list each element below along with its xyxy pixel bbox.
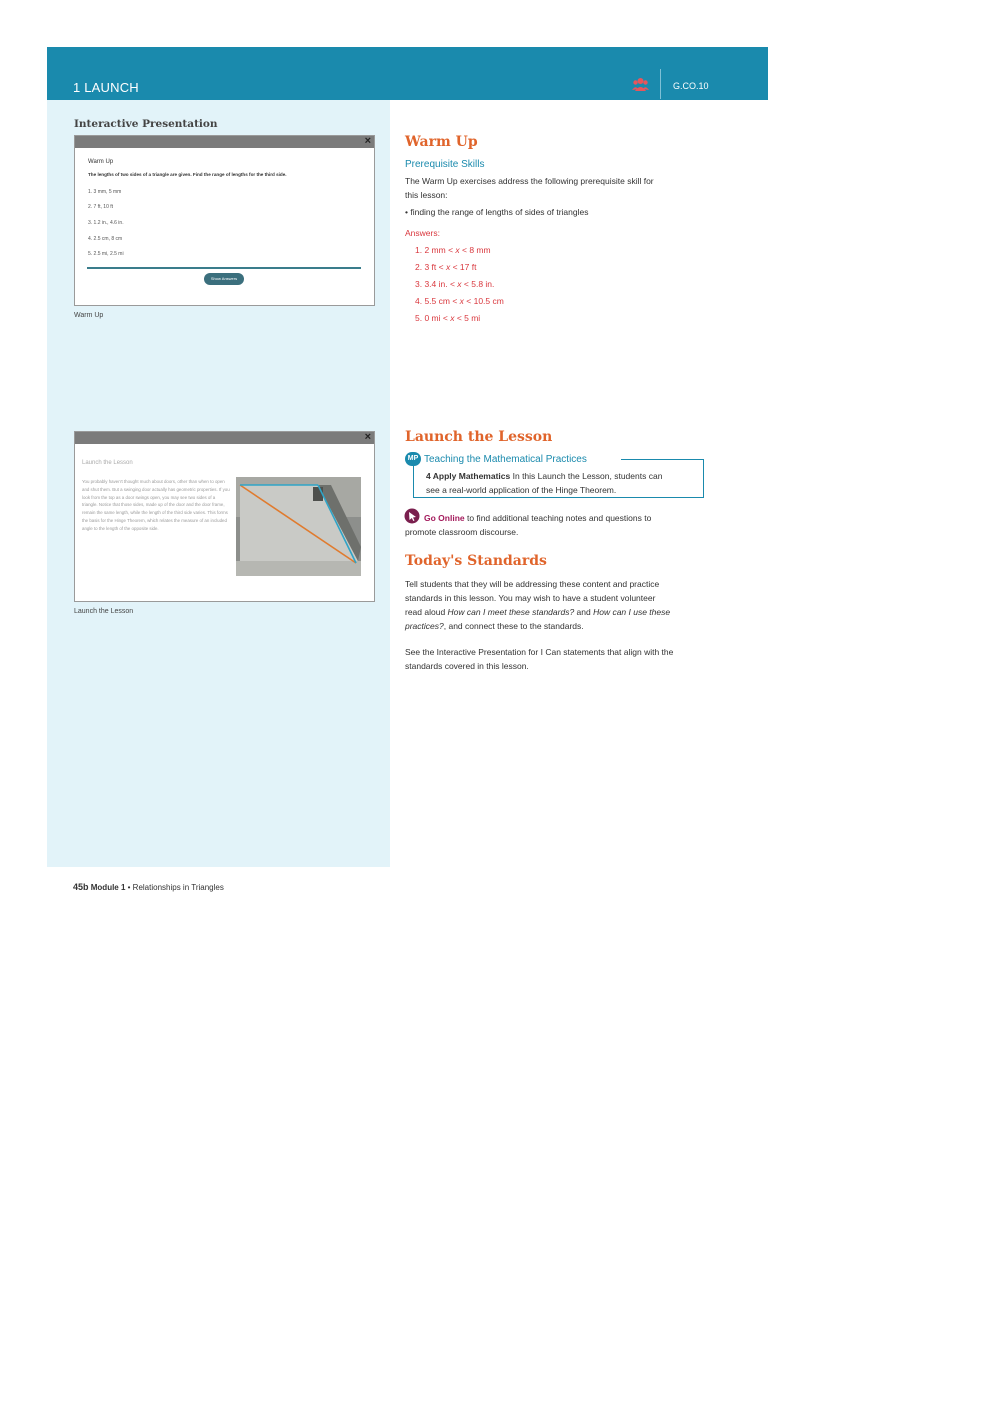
divider	[87, 267, 361, 269]
page-header	[47, 47, 768, 100]
door-photo	[236, 477, 361, 576]
answer-line: 1. 2 mm < x < 8 mm	[415, 245, 491, 255]
standards-text-line: Tell students that they will be addressing these content and practice	[405, 579, 660, 589]
launch-shot-title: Launch the Lesson	[82, 460, 133, 466]
standards-text-line: standards in this lesson. You may wish to have a student volunteer	[405, 593, 656, 603]
answer-line: 5. 0 mi < x < 5 mi	[415, 313, 481, 323]
cursor-click-icon	[404, 508, 420, 524]
screenshot-titlebar	[75, 432, 374, 444]
page-number: 45b	[73, 882, 89, 892]
warmup-shot-prompt: The lengths of two sides of a triangle are given. Find the range of lengths for the third side.	[88, 172, 287, 177]
sidebar-heading: Interactive Presentation	[74, 118, 218, 130]
go-online-link[interactable]: Go Online	[424, 513, 465, 523]
warmup-shot-item: 5. 2.5 mi, 2.5 mi	[88, 251, 124, 257]
launch-shot-text: You probably haven't thought much about doors, other than when to open and shut them. But a swinging door actually has geometric properties. If you look from the top as a door swings open, you may see two sides of a triangle. Notice that those sides, made up of the door and the door frame, remain the same length, while the length of the third side varies. This forms the basis for the Hinge Theorem, which relates the measure of an included angle to the length of the opposite side.	[82, 479, 230, 531]
standards-text-line: read aloud How can I meet these standards? and How can I use these	[405, 607, 671, 617]
launch-caption: Launch the Lesson	[74, 608, 134, 615]
launch-title: Launch the Lesson	[405, 429, 553, 445]
mp-badge-icon: MP	[405, 452, 421, 466]
warmup-title: Warm Up	[405, 134, 478, 150]
warmup-shot-item: 1. 3 mm, 5 mm	[88, 189, 122, 195]
warmup-shot-item: 4. 2.5 cm, 8 cm	[88, 236, 123, 242]
screenshot-titlebar	[75, 136, 374, 148]
answer-line: 3. 3.4 in. < x < 5.8 in.	[415, 279, 495, 289]
mp-heading: Teaching the Mathematical Practices	[424, 454, 587, 465]
module-title: Relationships in Triangles	[132, 883, 224, 892]
warmup-shot-item: 3. 1.2 in., 4.6 in.	[88, 220, 124, 226]
show-answers-button[interactable]: Show Answers	[204, 273, 244, 285]
standards-text-line: See the Interactive Presentation for I Can statements that align with the	[405, 647, 674, 657]
launch-screenshot	[74, 431, 375, 602]
warmup-screenshot	[74, 135, 375, 306]
go-online-line: promote classroom discourse.	[405, 527, 519, 537]
mp-text-line: see a real-world application of the Hinge Theorem.	[426, 485, 617, 495]
close-icon[interactable]: ×	[364, 135, 371, 147]
group-people-icon	[632, 77, 649, 92]
standard-code: G.CO.10	[673, 81, 709, 91]
module-label: Module 1	[90, 883, 126, 892]
answer-line: 2. 3 ft < x < 17 ft	[415, 262, 477, 272]
standards-title: Today's Standards	[405, 553, 547, 569]
warmup-bullet: • finding the range of lengths of sides of triangles	[405, 207, 589, 217]
header-divider	[660, 69, 661, 99]
page-footer: 45b Module 1 • Relationships in Triangles	[73, 882, 224, 892]
prerequisite-skills-heading: Prerequisite Skills	[405, 159, 485, 170]
interactive-presentation-sidebar	[47, 100, 390, 867]
standards-text-line: practices?, and connect these to the standards.	[405, 621, 584, 631]
warmup-intro-line: this lesson:	[405, 190, 448, 200]
section-title: 1 LAUNCH	[73, 80, 139, 95]
warmup-shot-title: Warm Up	[88, 159, 114, 165]
warmup-intro-line: The Warm Up exercises address the following prerequisite skill for	[405, 176, 654, 186]
mp-text-line: 4 Apply Mathematics In this Launch the Lesson, students can	[426, 471, 663, 481]
answers-label: Answers:	[405, 228, 440, 238]
go-online-line: Go Online to find additional teaching notes and questions to	[424, 513, 652, 523]
answer-line: 4. 5.5 cm < x < 10.5 cm	[415, 296, 504, 306]
standards-text-line: standards covered in this lesson.	[405, 661, 529, 671]
warmup-shot-item: 2. 7 ft, 10 ft	[88, 204, 114, 210]
warmup-caption: Warm Up	[74, 312, 104, 319]
close-icon[interactable]: ×	[364, 431, 371, 443]
